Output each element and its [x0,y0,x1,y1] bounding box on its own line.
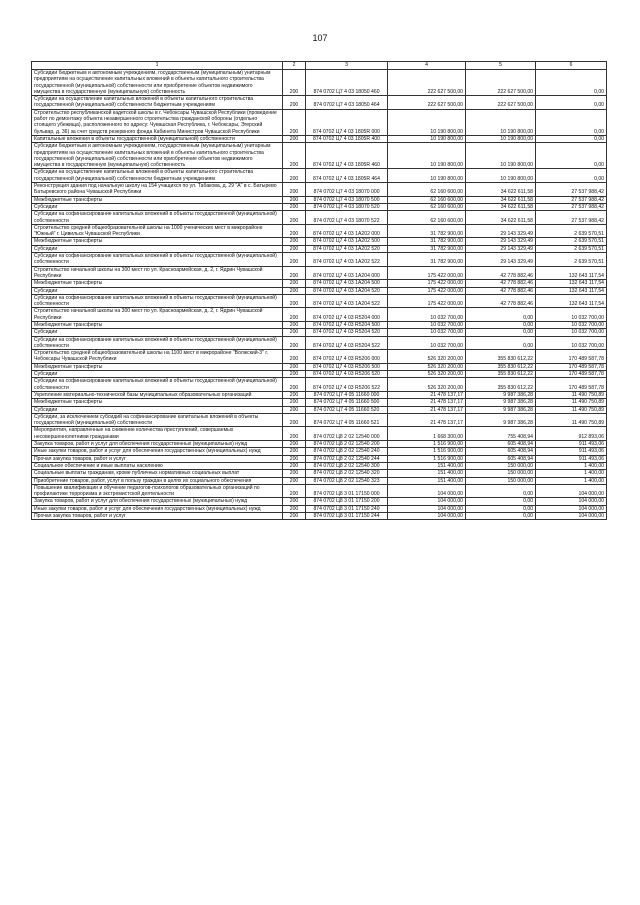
table-row [32,224,607,238]
description-cell: Строительство средней общеобразовательной школы на 1000 ученических мест в микрорайоне "Южный" г. Цивильск Чувашской Республики [32,224,283,238]
approved-cell: 21 478 137,17 [388,399,466,406]
remainder-cell: 2 639 570,51 [536,224,607,238]
description-cell: Субсидии [32,203,283,210]
table-row [32,484,607,498]
table-row [32,266,607,280]
description-cell: Субсидии, за исключением субсидий на софинансирование капитальных вложений в объекты государственной (муниципальной) собственности [32,413,283,427]
table-row [32,287,607,294]
code-cell: 200 [283,391,306,398]
table-row [32,505,607,512]
code-cell: 200 [283,399,306,406]
approved-cell: 151 400,00 [388,477,466,484]
classification-cell: 874 0702 Ц7 4 03 1805R 464 [306,169,388,183]
executed-cell: 355 830 612,22 [466,350,536,364]
approved-cell: 21 478 137,17 [388,413,466,427]
table-row [32,455,607,462]
remainder-cell: 170 489 587,78 [536,350,607,364]
description-cell: Строительство начальной школы на 300 мест по ул. Красноармейская, д. 2, г. Ядрин Чувашской Республики [32,308,283,322]
approved-cell: 175 422 000,00 [388,280,466,287]
classification-cell: 874 0702 Ц8 3 01 17150 000 [306,484,388,498]
remainder-cell: 104 000,00 [536,513,607,520]
description-cell: Строительство средней общеобразовательной школы на 1100 мест в микрорайоне "Волжский-3" г. Чебоксары Чувашской Республики [32,350,283,364]
executed-cell: 9 987 386,28 [466,399,536,406]
approved-cell: 10 190 800,00 [388,135,466,142]
executed-cell: 0,00 [466,484,536,498]
executed-cell: 222 627 500,00 [466,70,536,96]
code-cell: 200 [283,378,306,392]
description-cell: Реконструкция здания под начальную школу на 154 учащихся по ул. Табакова, д. 29 "А" в с. Батырево Батыревского района Чувашской Республики [32,183,283,197]
approved-cell: 62 160 600,00 [388,183,466,197]
code-cell: 200 [283,350,306,364]
approved-cell: 1 668 300,00 [388,427,466,441]
remainder-cell: 27 537 988,42 [536,196,607,203]
remainder-cell: 132 643 117,54 [536,287,607,294]
classification-cell: 874 0702 Ц7 4 05 11660 521 [306,413,388,427]
remainder-cell: 0,00 [536,143,607,169]
description-cell: Закупка товаров, работ и услуг для обеспечения государственных (муниципальных) нужд [32,441,283,448]
code-cell: 200 [283,135,306,142]
description-cell: Субсидии на осуществление капитальных вложений в объекты капитального строительства государственной (муниципальной) собственности бюджетным учреждениям [32,169,283,183]
description-cell: Субсидии на софинансирование капитальных вложений в объекты государственной (муниципальной) собственности [32,253,283,267]
code-cell: 200 [283,470,306,477]
classification-cell: 874 0702 Ц7 4 03 R5204 000 [306,308,388,322]
description-cell: Прочая закупка товаров, работ и услуг [32,513,283,520]
approved-cell: 62 160 600,00 [388,211,466,225]
code-cell: 200 [283,448,306,455]
approved-cell: 10 190 800,00 [388,169,466,183]
description-cell: Субсидии на осуществление капитальных вложений в объекты капитального строительства государственной (муниципальной) собственности бюджетным учреждениям [32,96,283,110]
code-cell: 200 [283,455,306,462]
classification-cell: 874 0702 Ц7 4 03 18070 522 [306,211,388,225]
code-cell: 200 [283,462,306,469]
page-number: 107 [312,33,328,43]
remainder-cell: 0,00 [536,96,607,110]
column-header: 2 [283,62,306,70]
table-row [32,211,607,225]
code-cell: 200 [283,371,306,378]
remainder-cell: 10 032 700,00 [536,321,607,328]
table-row [32,427,607,441]
code-cell: 200 [283,336,306,350]
executed-cell: 29 143 329,49 [466,238,536,245]
executed-cell: 0,00 [466,498,536,505]
classification-cell: 874 0702 Ц8 3 01 17150 240 [306,505,388,512]
classification-cell: 874 0702 Ц7 4 05 11660 500 [306,399,388,406]
classification-cell: 874 0702 Ц7 4 03 18070 500 [306,196,388,203]
classification-cell: 874 0702 Ц7 4 03 1А204 000 [306,266,388,280]
description-cell: Субсидии [32,287,283,294]
remainder-cell: 10 032 700,00 [536,336,607,350]
table-row [32,329,607,336]
column-header: 1 [32,62,283,70]
code-cell: 200 [283,498,306,505]
executed-cell: 355 830 612,22 [466,363,536,370]
approved-cell: 10 032 700,00 [388,321,466,328]
classification-cell: 874 0702 Ц7 4 03 1А204 520 [306,287,388,294]
code-cell: 200 [283,266,306,280]
approved-cell: 526 320 200,00 [388,378,466,392]
table-row [32,462,607,469]
approved-cell: 10 190 800,00 [388,109,466,135]
approved-cell: 21 478 137,17 [388,406,466,413]
approved-cell: 104 000,00 [388,505,466,512]
remainder-cell: 170 489 587,78 [536,363,607,370]
table-row [32,378,607,392]
code-cell: 200 [283,196,306,203]
classification-cell: 874 0702 Ц7 4 03 R5204 520 [306,329,388,336]
approved-cell: 104 000,00 [388,513,466,520]
executed-cell: 355 830 612,22 [466,378,536,392]
classification-cell: 874 0702 Ц7 4 03 1А204 522 [306,294,388,308]
remainder-cell: 170 489 587,78 [536,371,607,378]
classification-cell: 874 0702 Ц7 4 03 18050 464 [306,96,388,110]
description-cell: Социальное обеспечение и иные выплаты населению [32,462,283,469]
table-row [32,336,607,350]
code-cell: 200 [283,280,306,287]
code-cell: 200 [283,109,306,135]
description-cell: Социальные выплаты гражданам, кроме публичных нормативных социальных выплат [32,470,283,477]
remainder-cell: 11 490 750,89 [536,399,607,406]
code-cell: 200 [283,477,306,484]
description-cell: Мероприятия, направленные на снижение количества преступлений, совершаемых несовершеннолетними гражданами [32,427,283,441]
description-cell: Субсидии бюджетным и автономным учреждениям, государственным (муниципальным) унитарным предприятиям на осуществление капитальных вложений в объекты капитального строительства государственной (муниципальной) собственности или приобретение объектов недвижимого имущества в государственную (муниципальную) собственность [32,143,283,169]
table-row [32,245,607,252]
remainder-cell: 2 639 570,51 [536,238,607,245]
remainder-cell: 104 000,00 [536,505,607,512]
remainder-cell: 0,00 [536,169,607,183]
classification-cell: 874 0702 Ц8 2 02 12540 000 [306,427,388,441]
table-row [32,196,607,203]
approved-cell: 62 160 600,00 [388,196,466,203]
approved-cell: 10 190 800,00 [388,143,466,169]
approved-cell: 151 400,00 [388,462,466,469]
classification-cell: 874 0702 Ц7 4 03 R5204 522 [306,336,388,350]
code-cell: 200 [283,406,306,413]
classification-cell: 874 0702 Ц8 2 02 12540 244 [306,455,388,462]
table-row [32,294,607,308]
executed-cell: 34 622 611,58 [466,203,536,210]
remainder-cell: 912 893,06 [536,427,607,441]
classification-cell: 874 0702 Ц7 4 03 R5206 522 [306,378,388,392]
classification-cell: 874 0702 Ц7 4 03 1А202 500 [306,238,388,245]
executed-cell: 605 408,94 [466,455,536,462]
executed-cell: 10 190 800,00 [466,109,536,135]
table-row [32,470,607,477]
classification-cell: 874 0702 Ц7 4 03 R5206 000 [306,350,388,364]
executed-cell: 0,00 [466,505,536,512]
classification-cell: 874 0702 Ц8 2 02 12540 323 [306,477,388,484]
approved-cell: 526 320 200,00 [388,350,466,364]
executed-cell: 29 143 329,49 [466,224,536,238]
approved-cell: 175 422 000,00 [388,294,466,308]
classification-cell: 874 0702 Ц7 4 05 11660 000 [306,391,388,398]
executed-cell: 150 000,00 [466,470,536,477]
code-cell: 200 [283,363,306,370]
remainder-cell: 911 493,06 [536,441,607,448]
executed-cell: 355 830 612,22 [466,371,536,378]
classification-cell: 874 0702 Ц8 3 01 17150 244 [306,513,388,520]
description-cell: Капитальные вложения в объекты государственной (муниципальной) собственности [32,135,283,142]
classification-cell: 874 0702 Ц8 2 02 12540 200 [306,441,388,448]
table-row [32,350,607,364]
description-cell: Межбюджетные трансферты [32,280,283,287]
executed-cell: 9 987 386,28 [466,391,536,398]
code-cell: 200 [283,96,306,110]
approved-cell: 104 000,00 [388,498,466,505]
executed-cell: 9 987 386,28 [466,413,536,427]
remainder-cell: 911 493,06 [536,448,607,455]
description-cell: Субсидии на софинансирование капитальных вложений в объекты государственной (муниципальной) собственности [32,211,283,225]
approved-cell: 21 478 137,17 [388,391,466,398]
code-cell: 200 [283,321,306,328]
description-cell: Субсидии [32,371,283,378]
executed-cell: 34 622 611,58 [466,211,536,225]
executed-cell: 0,00 [466,321,536,328]
remainder-cell: 10 032 700,00 [536,329,607,336]
table-row [32,308,607,322]
description-cell: Субсидии [32,329,283,336]
approved-cell: 1 516 900,00 [388,455,466,462]
classification-cell: 874 0702 Ц8 2 02 12540 240 [306,448,388,455]
table-row [32,441,607,448]
executed-cell: 10 190 800,00 [466,135,536,142]
code-cell: 200 [283,329,306,336]
remainder-cell: 27 537 988,42 [536,183,607,197]
table-row [32,448,607,455]
code-cell: 200 [283,169,306,183]
executed-cell: 42 778 882,46 [466,294,536,308]
table-row [32,135,607,142]
description-cell: Субсидии на софинансирование капитальных вложений в объекты государственной (муниципальной) собственности [32,336,283,350]
classification-cell: 874 0702 Ц7 4 03 R5206 520 [306,371,388,378]
table-row [32,363,607,370]
approved-cell: 104 000,00 [388,484,466,498]
executed-cell: 0,00 [466,336,536,350]
code-cell: 200 [283,203,306,210]
executed-cell: 34 622 611,58 [466,196,536,203]
executed-cell: 605 408,94 [466,441,536,448]
executed-cell: 222 627 500,00 [466,96,536,110]
table-row [32,169,607,183]
classification-cell: 874 0702 Ц7 4 03 1А202 000 [306,224,388,238]
classification-cell: 874 0702 Ц7 4 03 1805R 460 [306,143,388,169]
table-row [32,371,607,378]
table-row [32,183,607,197]
table-row [32,477,607,484]
description-cell: Приобретение товаров, работ, услуг в пользу граждан в целях их социального обеспечения [32,477,283,484]
description-cell: Прочая закупка товаров, работ и услуг [32,455,283,462]
table-row [32,96,607,110]
code-cell: 200 [283,245,306,252]
executed-cell: 42 778 882,46 [466,287,536,294]
executed-cell: 29 143 329,49 [466,253,536,267]
executed-cell: 9 987 386,28 [466,406,536,413]
description-cell: Субсидии [32,406,283,413]
column-header: 5 [466,62,536,70]
remainder-cell: 0,00 [536,70,607,96]
executed-cell: 42 778 882,46 [466,266,536,280]
description-cell: Строительство республиканской кадетской школы в г. Чебоксары Чувашской Республики (проведение работ по демонтажу объекта незавершенного строительства гражданской обороны (отдельно стоящего убежища), расположенного по адресу: Чувашская Республика, г. Чебоксары, Эгерский бульвар, д. 36) за счет средств резервного фонда Кабинета Министров Чувашской Республики [32,109,283,135]
table-row [32,109,607,135]
approved-cell: 1 516 900,00 [388,448,466,455]
description-cell: Межбюджетные трансферты [32,238,283,245]
approved-cell: 62 160 600,00 [388,203,466,210]
approved-cell: 175 422 000,00 [388,266,466,280]
table-row [32,513,607,520]
executed-cell: 0,00 [466,513,536,520]
executed-cell: 10 190 800,00 [466,143,536,169]
description-cell: Иные закупки товаров, работ и услуг для обеспечения государственных (муниципальных) нужд [32,505,283,512]
code-cell: 200 [283,505,306,512]
remainder-cell: 11 490 750,89 [536,406,607,413]
remainder-cell: 0,00 [536,109,607,135]
approved-cell: 31 782 900,00 [388,253,466,267]
code-cell: 200 [283,308,306,322]
remainder-cell: 1 400,00 [536,462,607,469]
table-row [32,70,607,96]
description-cell: Субсидии [32,245,283,252]
table-row [32,413,607,427]
remainder-cell: 911 493,06 [536,455,607,462]
remainder-cell: 11 490 750,89 [536,391,607,398]
code-cell: 200 [283,143,306,169]
remainder-cell: 10 032 700,00 [536,308,607,322]
code-cell: 200 [283,294,306,308]
approved-cell: 175 422 000,00 [388,287,466,294]
executed-cell: 29 143 329,49 [466,245,536,252]
table-row [32,498,607,505]
classification-cell: 874 0702 Ц7 4 03 18050 460 [306,70,388,96]
executed-cell: 0,00 [466,308,536,322]
table-row [32,399,607,406]
column-header: 4 [388,62,466,70]
remainder-cell: 104 000,00 [536,484,607,498]
description-cell: Межбюджетные трансферты [32,196,283,203]
classification-cell: 874 0702 Ц7 4 03 1А202 522 [306,253,388,267]
code-cell: 200 [283,287,306,294]
approved-cell: 10 032 700,00 [388,308,466,322]
table-body [32,70,607,520]
table-row [32,143,607,169]
classification-cell: 874 0702 Ц7 4 03 18070 520 [306,203,388,210]
remainder-cell: 27 537 988,42 [536,203,607,210]
classification-cell: 874 0702 Ц7 4 03 R5206 500 [306,363,388,370]
table-row [32,203,607,210]
classification-cell: 874 0702 Ц8 3 01 17150 200 [306,498,388,505]
executed-cell: 755 408,94 [466,427,536,441]
executed-cell: 42 778 882,46 [466,280,536,287]
code-cell: 200 [283,238,306,245]
code-cell: 200 [283,70,306,96]
remainder-cell: 104 000,00 [536,498,607,505]
remainder-cell: 170 489 587,78 [536,378,607,392]
column-header: 6 [536,62,607,70]
approved-cell: 31 782 900,00 [388,245,466,252]
description-cell: Укрепление материально-технической базы муниципальных образовательных организаций [32,391,283,398]
code-cell: 200 [283,484,306,498]
code-cell: 200 [283,183,306,197]
remainder-cell: 2 639 570,51 [536,245,607,252]
remainder-cell: 27 537 988,42 [536,211,607,225]
table-row [32,406,607,413]
executed-cell: 150 000,00 [466,462,536,469]
remainder-cell: 132 643 117,54 [536,294,607,308]
classification-cell: 874 0702 Ц7 4 03 18070 000 [306,183,388,197]
header-row [32,62,607,70]
code-cell: 200 [283,224,306,238]
classification-cell: 874 0702 Ц7 4 03 1А202 520 [306,245,388,252]
remainder-cell: 132 643 117,54 [536,280,607,287]
approved-cell: 10 032 700,00 [388,336,466,350]
classification-cell: 874 0702 Ц8 2 02 12540 300 [306,462,388,469]
description-cell: Закупка товаров, работ и услуг для обеспечения государственных (муниципальных) нужд [32,498,283,505]
code-cell: 200 [283,427,306,441]
classification-cell: 874 0702 Ц8 2 02 12540 320 [306,470,388,477]
remainder-cell: 132 643 117,54 [536,266,607,280]
remainder-cell: 2 639 570,51 [536,253,607,267]
approved-cell: 222 627 500,00 [388,70,466,96]
executed-cell: 0,00 [466,329,536,336]
executed-cell: 34 622 611,58 [466,183,536,197]
description-cell: Повышение квалификации и обучение педагогов-психологов образовательных организаций по профилактике терроризма и экстремистской деятельности [32,484,283,498]
table-row [32,280,607,287]
description-cell: Субсидии бюджетным и автономным учреждениям, государственным (муниципальным) унитарным предприятиям на осуществление капитальных вложений в объекты капитального строительства государственной (муниципальной) собственности или приобретение объектов недвижимого имущества в государственную (муниципальную) собственность [32,70,283,96]
code-cell: 200 [283,253,306,267]
remainder-cell: 11 490 750,89 [536,413,607,427]
table-row [32,391,607,398]
classification-cell: 874 0702 Ц7 4 05 11660 520 [306,406,388,413]
description-cell: Строительство начальной школы на 300 мест по ул. Красноармейская, д. 2, г. Ядрин Чувашской Республики [32,266,283,280]
budget-table [31,61,607,520]
table-row [32,238,607,245]
description-cell: Межбюджетные трансферты [32,321,283,328]
approved-cell: 222 627 500,00 [388,96,466,110]
executed-cell: 605 408,94 [466,448,536,455]
code-cell: 200 [283,211,306,225]
approved-cell: 31 782 900,00 [388,238,466,245]
code-cell: 200 [283,413,306,427]
approved-cell: 526 320 200,00 [388,371,466,378]
description-cell: Субсидии на софинансирование капитальных вложений в объекты государственной (муниципальной) собственности [32,378,283,392]
approved-cell: 151 400,00 [388,470,466,477]
column-header: 3 [306,62,388,70]
code-cell: 200 [283,441,306,448]
classification-cell: 874 0702 Ц7 4 03 R5204 500 [306,321,388,328]
description-cell: Иные закупки товаров, работ и услуг для обеспечения государственных (муниципальных) нужд [32,448,283,455]
classification-cell: 874 0702 Ц7 4 03 1А204 500 [306,280,388,287]
classification-cell: 874 0702 Ц7 4 03 1805R 400 [306,135,388,142]
table-row [32,253,607,267]
approved-cell: 31 782 900,00 [388,224,466,238]
remainder-cell: 0,00 [536,135,607,142]
approved-cell: 526 320 200,00 [388,363,466,370]
executed-cell: 150 000,00 [466,477,536,484]
table-row [32,321,607,328]
code-cell: 200 [283,513,306,520]
description-cell: Межбюджетные трансферты [32,399,283,406]
approved-cell: 1 516 900,00 [388,441,466,448]
remainder-cell: 1 400,00 [536,477,607,484]
executed-cell: 10 190 800,00 [466,169,536,183]
remainder-cell: 1 400,00 [536,470,607,477]
approved-cell: 10 032 700,00 [388,329,466,336]
description-cell: Межбюджетные трансферты [32,363,283,370]
classification-cell: 874 0702 Ц7 4 03 1805R 000 [306,109,388,135]
description-cell: Субсидии на софинансирование капитальных вложений в объекты государственной (муниципальной) собственности [32,294,283,308]
